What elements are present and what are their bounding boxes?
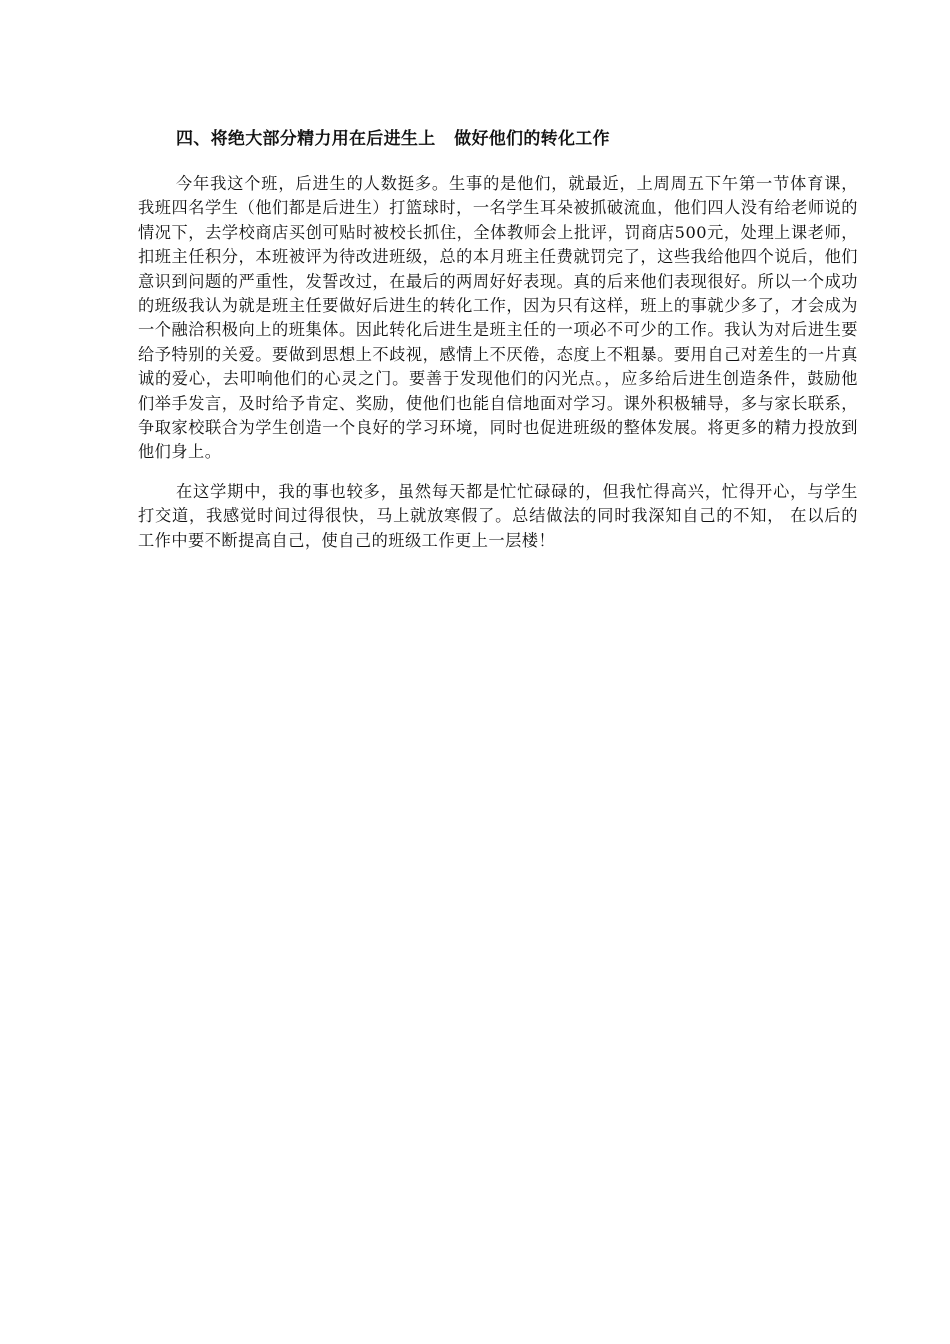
paragraph-1: 今年我这个班，后进生的人数挺多。生事的是他们，就最近，上周周五下午第一节体育课，我班四名学生（他们都是后进生）打篮球时，一名学生耳朵被抓破流血，他们四人没有给老师说的情况下，去学校商店买创可贴时被校长抓住，全体教师会上批评，罚商店500元，处理上课老师，扣班主任积分，本班被评为待改进班级，总的本月班主任费就罚完了，这些我给他四个说后，他们意识到问题的严重性，发誓改过，在最后的两周好好表现。真的后来他们表现很好。所以一个成功的班级我认为就是班主任要做好后进生的转化工作，因为只有这样，班上的事就少多了，才会成为一个融洽积极向上的班集体。因此转化后进生是班主任的一项必不可少的工作。我认为对后进生要给予特别的关爱。要做到思想上不歧视，感情上不厌倦，态度上不粗暴。要用自己对差生的一片真诚的爱心，去叩响他们的心灵之门。要善于发现他们的闪光点。，应多给后进生创造条件，鼓励他们举手发言，及时给予肯定、奖励，使他们也能自信地面对学习。课外积极辅导，多与家长联系，争取家校联合为学生创造一个良好的学习环境，同时也促进班级的整体发展。将更多的精力投放到他们身上。 — [138, 174, 858, 462]
document-body — [138, 126, 858, 568]
paragraph-2: 在这学期中，我的事也较多，虽然每天都是忙忙碌碌的，但我忙得高兴，忙得开心，与学生打交道，我感觉时间过得很快，马上就放寒假了。总结做法的同时我深知自己的不知， 在以后的工作中要不断提高自己，使自己的班级工作更上一层楼！ — [138, 481, 858, 550]
section-heading: 四、将绝大部分精力用在后进生上 做好他们的转化工作 — [176, 129, 610, 149]
